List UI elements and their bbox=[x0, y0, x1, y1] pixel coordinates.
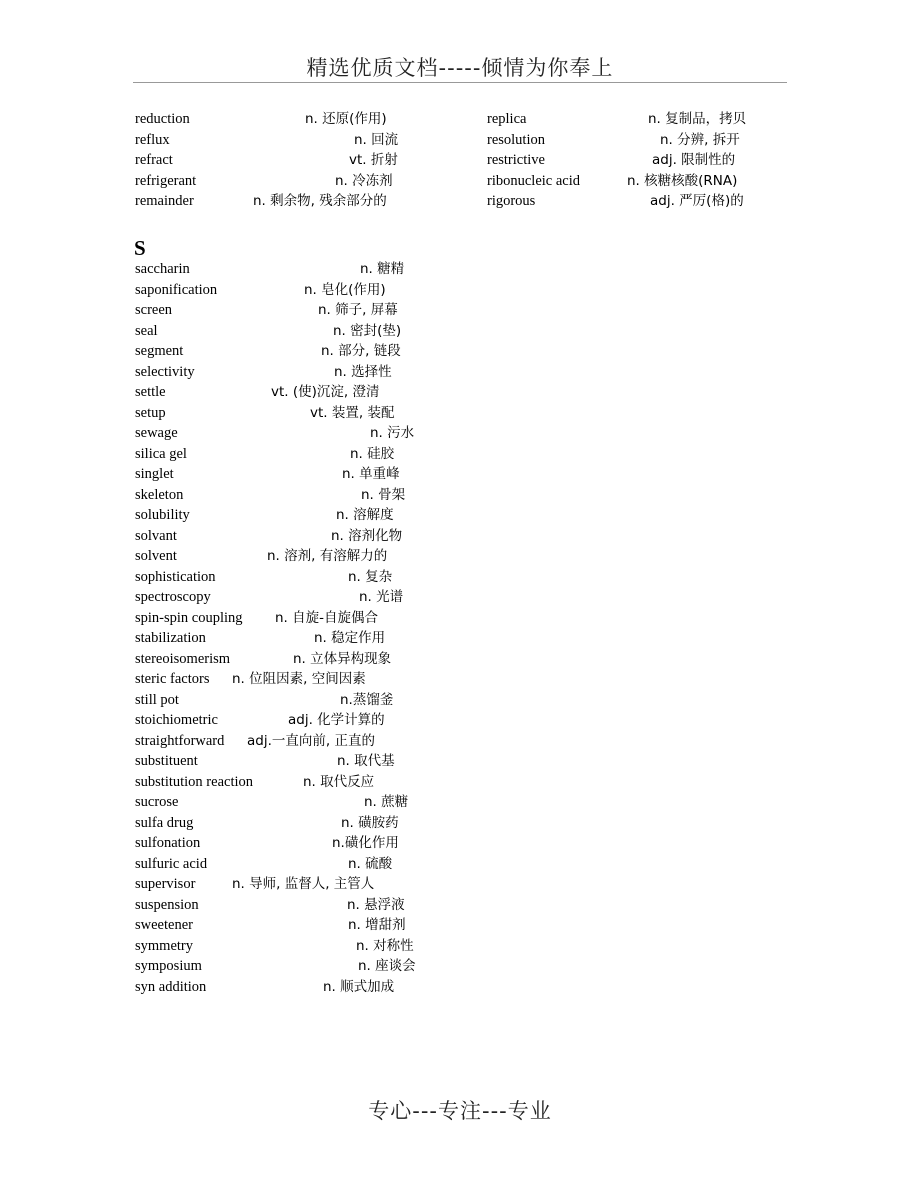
entry-term: seal bbox=[135, 322, 158, 339]
entry-row bbox=[135, 854, 455, 875]
entry-def: adj. 化学计算的 bbox=[288, 712, 385, 728]
entry-def: adj.一直向前, 正直的 bbox=[247, 732, 375, 749]
entry-row bbox=[135, 915, 455, 936]
entry-row bbox=[135, 546, 455, 567]
entry-row bbox=[135, 259, 455, 280]
entry-def: n. 稳定作用 bbox=[314, 630, 386, 646]
entry-term: substituent bbox=[135, 753, 198, 769]
entry-term: still pot bbox=[135, 691, 179, 708]
entry-def: n. 污水 bbox=[370, 425, 415, 441]
entry-row bbox=[135, 362, 455, 383]
entry-term: segment bbox=[135, 343, 184, 359]
entry-def: n. 增甜剂 bbox=[348, 917, 406, 933]
entry-term: refrigerant bbox=[135, 172, 197, 189]
entry-def: n. 对称性 bbox=[356, 937, 414, 954]
entry-term: rigorous bbox=[487, 193, 536, 209]
entry-def: n. 分辨, 拆开 bbox=[660, 131, 740, 148]
entry-term: screen bbox=[135, 302, 173, 318]
entry-term: reduction bbox=[135, 111, 190, 127]
entry-row bbox=[135, 690, 455, 711]
entry-term: settle bbox=[135, 384, 166, 400]
entry-def: n. 自旋-自旋偶合 bbox=[275, 609, 379, 626]
entry-def: vt. 装置, 装配 bbox=[310, 404, 395, 421]
entry-term: spectroscopy bbox=[135, 589, 211, 605]
entry-def: n. 取代反应 bbox=[303, 773, 375, 790]
entry-term: selectivity bbox=[135, 363, 195, 380]
entry-row bbox=[135, 772, 455, 793]
entry-row bbox=[135, 956, 455, 977]
entry-term: stoichiometric bbox=[135, 712, 218, 728]
entry-def: n. 溶剂化物 bbox=[331, 527, 403, 544]
entry-term: remainder bbox=[135, 193, 194, 209]
entry-def: n.蒸馏釜 bbox=[340, 691, 394, 708]
entry-def: vt. 折射 bbox=[349, 152, 398, 168]
entry-row bbox=[135, 505, 455, 526]
entry-term: stabilization bbox=[135, 630, 206, 646]
entry-row bbox=[487, 150, 777, 171]
entry-row bbox=[135, 628, 455, 649]
entry-row bbox=[135, 710, 455, 731]
entry-row bbox=[135, 526, 455, 547]
entry-row bbox=[135, 977, 455, 998]
entry-term: saccharin bbox=[135, 261, 190, 277]
entry-def: n. 位阻因素, 空间因素 bbox=[232, 671, 366, 687]
entry-term: steric factors bbox=[135, 671, 210, 687]
entry-term: singlet bbox=[135, 466, 174, 482]
entry-term: symmetry bbox=[135, 937, 193, 954]
header-divider bbox=[133, 82, 787, 83]
entry-row bbox=[487, 109, 777, 130]
entry-def: vt. (使)沉淀, 澄清 bbox=[271, 384, 380, 400]
entry-row bbox=[135, 150, 455, 171]
entry-def: n. 还原(作用) bbox=[305, 111, 387, 127]
entry-row bbox=[135, 300, 455, 321]
entry-def: n. 硅胶 bbox=[350, 445, 395, 462]
entry-def: n. 立体异构现象 bbox=[293, 650, 392, 667]
entry-term: refract bbox=[135, 152, 173, 168]
entry-row bbox=[135, 130, 455, 151]
section-heading-s: S bbox=[134, 236, 146, 260]
r-column-right bbox=[487, 109, 777, 212]
entry-row bbox=[135, 833, 455, 854]
entry-term: saponification bbox=[135, 281, 218, 298]
entry-term: sucrose bbox=[135, 794, 179, 810]
entry-row bbox=[135, 109, 455, 130]
entry-def: n. 悬浮液 bbox=[347, 896, 405, 913]
entry-def: n. 硫酸 bbox=[348, 855, 393, 872]
entry-term: solvant bbox=[135, 527, 177, 544]
entry-def: n. 导师, 监督人, 主管人 bbox=[232, 876, 375, 892]
entry-row bbox=[135, 382, 455, 403]
entry-row bbox=[135, 936, 455, 957]
entry-def: n. 皂化(作用) bbox=[304, 281, 386, 298]
entry-def: n. 核糖核酸(RNA) bbox=[627, 172, 738, 189]
entry-def: n. 剩余物, 残余部分的 bbox=[253, 193, 387, 209]
entry-term: sulfuric acid bbox=[135, 855, 208, 872]
entry-term: syn addition bbox=[135, 978, 207, 995]
entry-row bbox=[135, 171, 455, 192]
entry-row bbox=[135, 751, 455, 772]
entry-term: silica gel bbox=[135, 445, 187, 462]
entry-row bbox=[487, 130, 777, 151]
entry-row bbox=[135, 649, 455, 670]
entry-row bbox=[135, 813, 455, 834]
entry-def: n. 筛子, 屏幕 bbox=[318, 302, 398, 318]
entry-term: symposium bbox=[135, 958, 202, 974]
entry-row bbox=[135, 341, 455, 362]
entry-row bbox=[487, 171, 777, 192]
entry-def: n. 溶剂, 有溶解力的 bbox=[267, 548, 388, 564]
entry-term: ribonucleic acid bbox=[487, 172, 580, 189]
entry-def: n. 座谈会 bbox=[358, 958, 416, 974]
entry-term: spin-spin coupling bbox=[135, 609, 243, 626]
entry-term: sewage bbox=[135, 425, 178, 441]
entry-def: n. 光谱 bbox=[359, 589, 404, 605]
entry-def: n. 溶解度 bbox=[336, 507, 394, 523]
entry-term: sulfonation bbox=[135, 835, 201, 851]
entry-term: substitution reaction bbox=[135, 773, 253, 790]
entry-term: setup bbox=[135, 404, 166, 421]
entry-row bbox=[135, 608, 455, 629]
entry-row bbox=[487, 191, 777, 212]
entry-def: n. 糖精 bbox=[360, 261, 405, 277]
entry-term: supervisor bbox=[135, 876, 196, 892]
entry-row bbox=[135, 587, 455, 608]
entry-term: replica bbox=[487, 111, 527, 127]
entry-term: suspension bbox=[135, 896, 199, 913]
entry-def: n. 取代基 bbox=[337, 753, 395, 769]
entry-row bbox=[135, 485, 455, 506]
entry-row bbox=[135, 280, 455, 301]
entry-row bbox=[135, 669, 455, 690]
entry-term: sweetener bbox=[135, 917, 193, 933]
entry-def: n. 单重峰 bbox=[342, 466, 400, 482]
entry-term: solubility bbox=[135, 507, 190, 523]
r-column-left bbox=[135, 109, 455, 212]
entry-row bbox=[135, 792, 455, 813]
entry-def: n. 复制品，拷贝 bbox=[648, 111, 747, 127]
entry-def: n. 回流 bbox=[354, 131, 399, 148]
entry-term: straightforward bbox=[135, 732, 225, 749]
entry-term: stereoisomerism bbox=[135, 650, 231, 667]
entry-row bbox=[135, 423, 455, 444]
entry-def: n. 密封(垫) bbox=[333, 322, 402, 339]
entry-row bbox=[135, 444, 455, 465]
entry-row bbox=[135, 464, 455, 485]
entry-term: sulfa drug bbox=[135, 814, 194, 831]
entry-term: solvent bbox=[135, 548, 177, 564]
entry-term: reflux bbox=[135, 131, 170, 148]
entry-def: n. 选择性 bbox=[334, 363, 392, 380]
entry-def: n. 部分, 链段 bbox=[321, 343, 401, 359]
entry-def: n.磺化作用 bbox=[332, 835, 399, 851]
entry-row bbox=[135, 403, 455, 424]
entry-term: skeleton bbox=[135, 486, 184, 503]
entry-row bbox=[135, 321, 455, 342]
entry-term: sophistication bbox=[135, 568, 216, 585]
entry-row bbox=[135, 567, 455, 588]
entry-term: resolution bbox=[487, 131, 545, 148]
entry-def: n. 顺式加成 bbox=[323, 978, 395, 995]
entry-row bbox=[135, 874, 455, 895]
page-header: 精选优质文档-----倾情为你奉上 bbox=[306, 56, 614, 80]
entry-row bbox=[135, 895, 455, 916]
entry-row bbox=[135, 191, 455, 212]
entry-row bbox=[135, 731, 455, 752]
entry-def: n. 复杂 bbox=[348, 568, 393, 585]
entry-def: adj. 限制性的 bbox=[652, 152, 736, 168]
page-footer: 专心---专注---专业 bbox=[368, 1099, 552, 1123]
entry-def: n. 骨架 bbox=[361, 486, 406, 503]
entry-def: n. 蔗糖 bbox=[364, 794, 409, 810]
entry-def: n. 磺胺药 bbox=[341, 814, 399, 831]
s-column bbox=[135, 259, 455, 997]
entry-def: adj. 严厉(格)的 bbox=[650, 193, 744, 209]
entry-term: restrictive bbox=[487, 152, 545, 168]
entry-def: n. 冷冻剂 bbox=[335, 172, 393, 189]
